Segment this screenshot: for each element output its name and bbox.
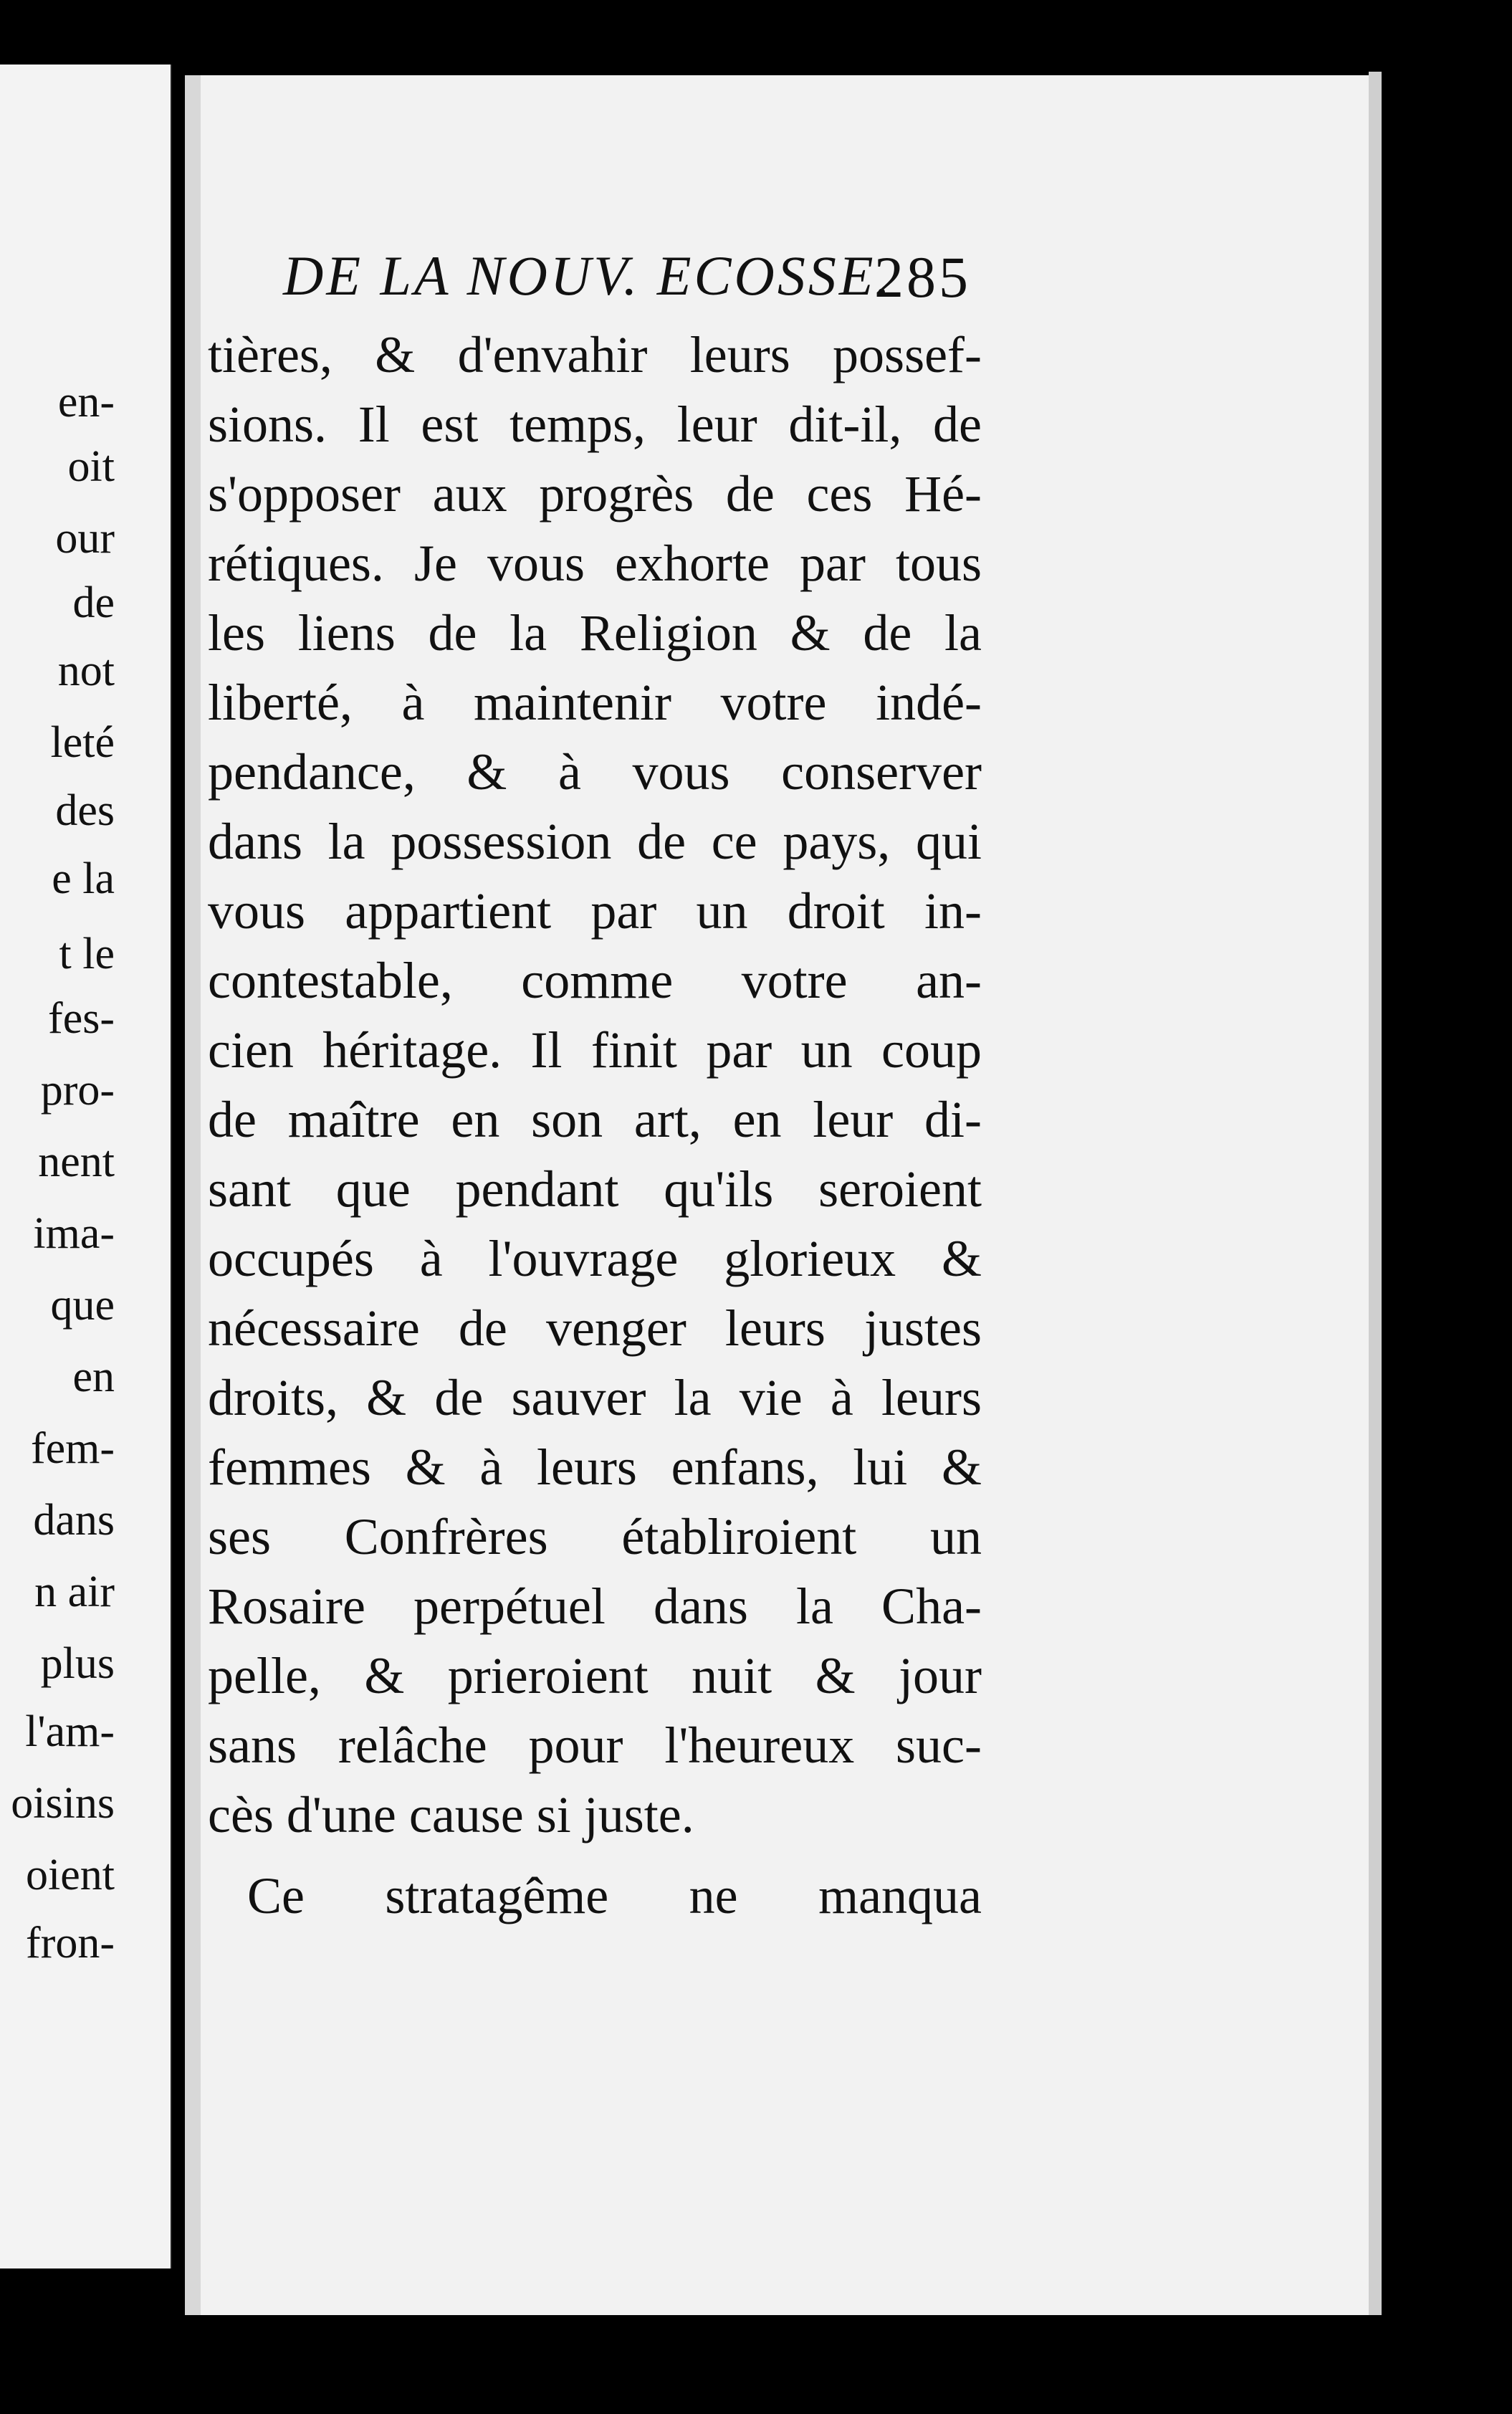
text-line: sions. Il est temps, leur dit-il, de <box>208 396 982 453</box>
left-line-fragment: fes- <box>48 994 115 1043</box>
left-line-fragment: t le <box>59 930 115 978</box>
page-number: 285 <box>874 244 971 310</box>
page-header <box>283 244 1000 315</box>
left-line-fragment: fem- <box>30 1424 115 1473</box>
text-line: cès d'une cause si juste. <box>208 1786 694 1843</box>
text-line: sant que pendant qu'ils seroient <box>208 1160 982 1218</box>
left-line-fragment: dans <box>33 1496 115 1545</box>
left-line-fragment: ima- <box>33 1209 115 1258</box>
left-line-fragment: not <box>57 647 115 695</box>
text-line: liberté, à maintenir votre indé- <box>208 674 982 731</box>
left-line-fragment: en- <box>57 378 115 426</box>
left-line-fragment: oisins <box>11 1779 115 1828</box>
text-line: rétiques. Je vous exhorte par tous <box>208 535 982 592</box>
left-line-fragment: de <box>72 578 115 627</box>
text-line: cien héritage. Il finit par un coup <box>208 1021 982 1079</box>
text-line: pendance, & à vous conserver <box>208 743 982 801</box>
text-line: nécessaire de venger leurs justes <box>208 1299 982 1357</box>
text-line: dans la possession de ce pays, qui <box>208 813 982 870</box>
left-line-fragment: e la <box>52 854 115 903</box>
running-title: DE LA NOUV. ECOSSE. <box>283 244 894 307</box>
text-line: pelle, & prieroient nuit & jour <box>208 1647 982 1704</box>
text-line: les liens de la Religion & de la <box>208 604 982 662</box>
text-line: contestable, comme votre an- <box>208 952 982 1009</box>
left-line-fragment: our <box>55 514 115 563</box>
text-line: sans relâche pour l'heureux suc- <box>208 1717 982 1774</box>
text-line: droits, & de sauver la vie à leurs <box>208 1369 982 1426</box>
left-line-fragment: que <box>50 1281 115 1330</box>
text-line: femmes & à leurs enfans, lui & <box>208 1439 982 1496</box>
text-line: Ce stratagême ne manqua <box>247 1867 982 1924</box>
left-line-fragment: leté <box>50 718 115 767</box>
left-line-fragment: des <box>55 786 115 835</box>
text-line: Rosaire perpétuel dans la Cha- <box>208 1578 982 1635</box>
left-line-fragment: oit <box>67 442 115 491</box>
text-line: vous appartient par un droit in- <box>208 882 982 940</box>
left-line-fragment: fron- <box>26 1919 115 1967</box>
left-line-fragment: l'am- <box>25 1707 115 1756</box>
text-line: s'opposer aux progrès de ces Hé- <box>208 465 982 523</box>
left-line-fragment: en <box>72 1352 115 1401</box>
left-line-fragment: nent <box>38 1137 115 1186</box>
text-line: occupés à l'ouvrage glorieux & <box>208 1230 982 1287</box>
left-line-fragment: n air <box>34 1568 115 1616</box>
left-line-fragment: plus <box>40 1639 115 1688</box>
left-line-fragment: pro- <box>40 1066 115 1115</box>
left-line-fragment: oient <box>26 1851 115 1899</box>
text-line: ses Confrères établiroient un <box>208 1508 982 1565</box>
page-edge <box>1369 72 1382 2315</box>
text-line: de maître en son art, en leur di- <box>208 1091 982 1148</box>
gutter-shadow <box>185 75 201 2315</box>
text-line: tières, & d'envahir leurs possef- <box>208 326 982 383</box>
left-page-fragment <box>0 65 172 2269</box>
